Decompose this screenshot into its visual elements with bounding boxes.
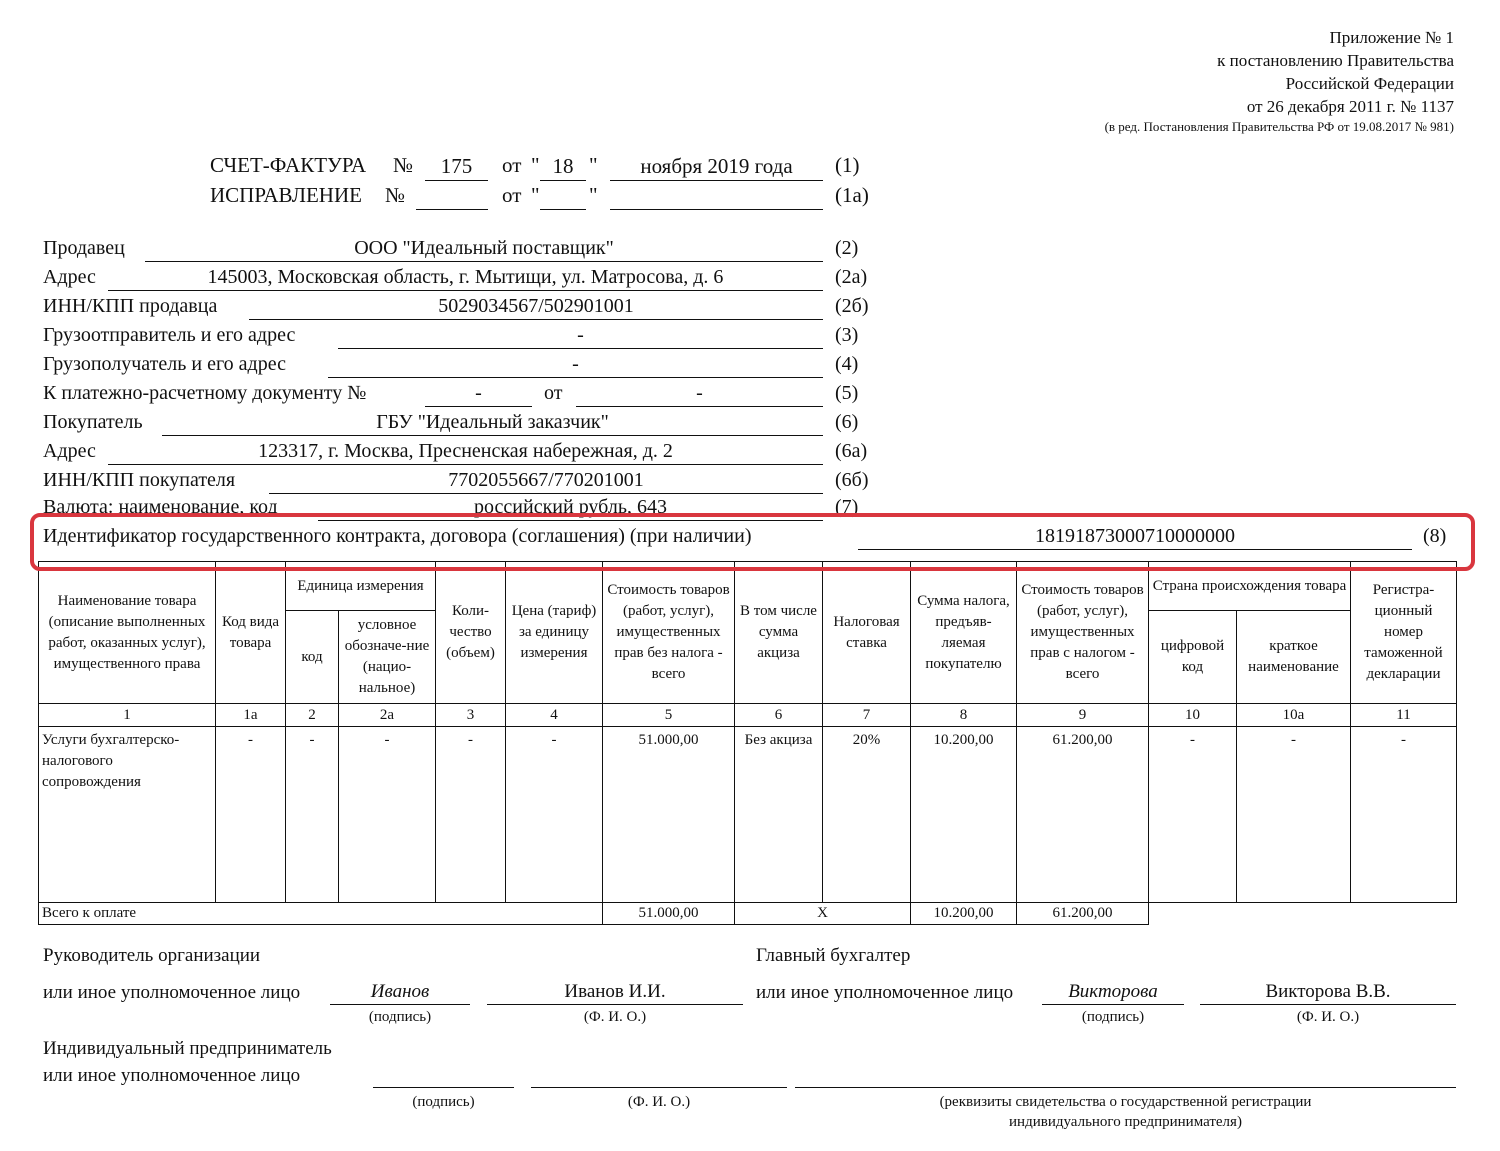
cell-excise: Без акциза [735, 727, 823, 903]
header-price: Цена (тариф) за единицу измерения [506, 562, 603, 704]
cell-unit-designation: - [339, 727, 436, 903]
contract-id-label: Идентификатор государственного контракта, договора (соглашения) (при наличии) [43, 525, 752, 547]
cell-tax-rate: 20% [823, 727, 911, 903]
quote-close: " [589, 153, 598, 177]
cell-goods-name: Услуги бухгалтерско-налогового сопровождения [39, 727, 216, 903]
accountant-signature: Викторова [1042, 980, 1184, 1005]
cell-cost-with-tax: 61.200,00 [1017, 727, 1149, 903]
correction-from-label: от [502, 183, 522, 207]
payment-doc-date: - [576, 380, 823, 407]
correction-title: ИСПРАВЛЕНИЕ [210, 183, 362, 207]
total-empty [1149, 903, 1457, 925]
seller-inn-code: (2б) [835, 295, 869, 317]
appendix-note [1217, 26, 1454, 118]
seller-value: ООО "Идеальный поставщик" [145, 235, 823, 262]
currency-code: (7) [835, 496, 859, 518]
col-number: 10а [1237, 704, 1351, 727]
ip-signature-caption: (подпись) [412, 1094, 475, 1110]
header-country-group: Страна происхождения товара [1149, 562, 1351, 611]
correction-number-sign: № [385, 183, 406, 207]
col-number: 2 [286, 704, 339, 727]
header-cost-with-tax: Стоимость товаров (работ, услуг), имущественных прав с налогом - всего [1017, 562, 1149, 704]
header-tax-amount: Сумма налога, предъяв-ляемая покупателю [911, 562, 1017, 704]
correction-code: (1а) [835, 183, 869, 207]
buyer-inn-label: ИНН/КПП покупателя [43, 469, 236, 491]
total-cost-with-tax: 61.200,00 [1017, 903, 1149, 925]
header-unit-code: код [286, 611, 339, 704]
total-excise-rate: X [735, 903, 911, 925]
invoice-month-year: ноября 2019 года [610, 152, 823, 181]
seller-inn-label: ИНН/КПП продавца [43, 295, 218, 317]
contract-id-code: (8) [1423, 525, 1447, 547]
cell-price: - [506, 727, 603, 903]
invoice-number-sign: № [393, 153, 414, 177]
cell-tax-amount: 10.200,00 [911, 727, 1017, 903]
cell-unit-code: - [286, 727, 339, 903]
payment-doc-number: - [425, 380, 532, 407]
header-customs-number: Регистра-ционный номер таможенной декларации [1351, 562, 1457, 704]
currency-value: российский рубль, 643 [318, 494, 823, 521]
col-number: 2а [339, 704, 436, 727]
header-unit-designation: условное обозначе-ние (нацио-нальное) [339, 611, 436, 704]
invoice-number: 175 [425, 152, 488, 181]
ip-requisites-line [795, 1063, 1456, 1088]
header-goods-type-code: Код вида товара [216, 562, 286, 704]
edition-note: (в ред. Постановления Правительства РФ от 19.08.2017 № 981) [1104, 119, 1454, 134]
ip-name-line [531, 1063, 787, 1088]
buyer-inn-value: 7702055667/770201001 [269, 467, 823, 494]
correction-number [416, 181, 488, 210]
head-signature: Иванов [330, 980, 470, 1005]
col-number: 3 [436, 704, 506, 727]
ip-requisites-caption-line-2: индивидуального предпринимателя) [1009, 1114, 1242, 1130]
head-full-name: Иванов И.И. [487, 980, 743, 1005]
ip-signature-line [373, 1063, 514, 1088]
accountant-full-name: Викторова В.В. [1200, 980, 1456, 1005]
shipper-code: (3) [835, 324, 859, 346]
shipper-value: - [338, 322, 823, 349]
col-number: 1а [216, 704, 286, 727]
accountant-name-caption: (Ф. И. О.) [1296, 1009, 1360, 1025]
header-excise: В том числе сумма акциза [735, 562, 823, 704]
consignee-value: - [328, 351, 823, 378]
cell-country-code: - [1149, 727, 1237, 903]
table-row [39, 727, 1457, 903]
invoice-day: 18 [540, 152, 586, 181]
consignee-code: (4) [835, 353, 859, 375]
total-cost-without-tax: 51.000,00 [603, 903, 735, 925]
payment-doc-from-label: от [544, 382, 563, 404]
col-number: 5 [603, 704, 735, 727]
header-cost-without-tax: Стоимость товаров (работ, услуг), имущественных прав без налога - всего [603, 562, 735, 704]
seller-label: Продавец [43, 237, 125, 259]
col-number: 4 [506, 704, 603, 727]
cell-country-name: - [1237, 727, 1351, 903]
shipper-label: Грузоотправитель и его адрес [43, 324, 296, 346]
accountant-title-line-1: Главный бухгалтер [756, 945, 911, 966]
head-title-line-2: или иное уполномоченное лицо [43, 982, 301, 1003]
buyer-address-value: 123317, г. Москва, Пресненская набережная, д. 2 [108, 438, 823, 465]
buyer-address-code: (6а) [835, 440, 868, 462]
accountant-signature-caption: (подпись) [1081, 1009, 1145, 1025]
buyer-address-label: Адрес [43, 440, 96, 462]
invoice-code: (1) [835, 153, 860, 177]
ip-requisites-caption [795, 1092, 1456, 1132]
head-name-caption: (Ф. И. О.) [583, 1009, 647, 1025]
appendix-line-2: к постановлению Правительства [1217, 51, 1454, 70]
ip-title-line-1: Индивидуальный предприниматель [43, 1038, 332, 1059]
seller-code: (2) [835, 237, 859, 259]
contract-id-highlight [30, 513, 1475, 571]
seller-address-label: Адрес [43, 266, 96, 288]
correction-day [540, 181, 586, 210]
correction-quote-open: " [531, 183, 540, 207]
cell-cost-without-tax: 51.000,00 [603, 727, 735, 903]
col-number: 1 [39, 704, 216, 727]
ip-requisites-caption-line-1: (реквизиты свидетельства о государственной регистрации [939, 1094, 1312, 1110]
correction-quote-close: " [589, 183, 598, 207]
header-country-name: краткое наименование [1237, 611, 1351, 704]
quote-open: " [531, 153, 540, 177]
ip-title-line-2: или иное уполномоченное лицо [43, 1065, 301, 1086]
correction-date [610, 181, 823, 210]
invoice-table [38, 561, 1457, 925]
contract-id-value: 18191873000710000000 [858, 523, 1412, 550]
col-number: 7 [823, 704, 911, 727]
currency-label: Валюта: наименование, код [43, 496, 278, 518]
cell-goods-type-code: - [216, 727, 286, 903]
buyer-code: (6) [835, 411, 859, 433]
appendix-line-1: Приложение № 1 [1329, 28, 1454, 47]
consignee-label: Грузополучатель и его адрес [43, 353, 286, 375]
invoice-from-label: от [502, 153, 522, 177]
cell-quantity: - [436, 727, 506, 903]
header-tax-rate: Налоговая ставка [823, 562, 911, 704]
col-number: 8 [911, 704, 1017, 727]
cell-customs-number: - [1351, 727, 1457, 903]
col-number: 11 [1351, 704, 1457, 727]
payment-doc-label: К платежно-расчетному документу № [43, 382, 367, 404]
seller-address-value: 145003, Московская область, г. Мытищи, ул. Матросова, д. 6 [108, 264, 823, 291]
head-title-line-1: Руководитель организации [43, 945, 261, 966]
header-quantity: Коли-чество (объем) [436, 562, 506, 704]
payment-doc-code: (5) [835, 382, 859, 404]
header-unit-group: Единица измерения [286, 562, 436, 611]
appendix-line-3: Российской Федерации [1285, 74, 1454, 93]
seller-address-code: (2а) [835, 266, 868, 288]
total-tax-amount: 10.200,00 [911, 903, 1017, 925]
header-goods-name: Наименование товара (описание выполненных работ, оказанных услуг), имущественного права [39, 562, 216, 704]
table-total-row [39, 903, 1457, 925]
col-number: 9 [1017, 704, 1149, 727]
appendix-line-4: от 26 декабря 2011 г. № 1137 [1246, 97, 1454, 116]
accountant-title-line-2: или иное уполномоченное лицо [756, 982, 1014, 1003]
total-label: Всего к оплате [39, 903, 603, 925]
col-number: 6 [735, 704, 823, 727]
ip-name-caption: (Ф. И. О.) [627, 1094, 691, 1110]
buyer-inn-code: (6б) [835, 469, 869, 491]
buyer-label: Покупатель [43, 411, 143, 433]
seller-inn-value: 5029034567/502901001 [249, 293, 823, 320]
head-signature-caption: (подпись) [368, 1009, 432, 1025]
col-number: 10 [1149, 704, 1237, 727]
header-country-code: цифровой код [1149, 611, 1237, 704]
table-number-row [39, 704, 1457, 727]
buyer-value: ГБУ "Идеальный заказчик" [162, 409, 823, 436]
invoice-title: СЧЕТ-ФАКТУРА [210, 153, 367, 177]
